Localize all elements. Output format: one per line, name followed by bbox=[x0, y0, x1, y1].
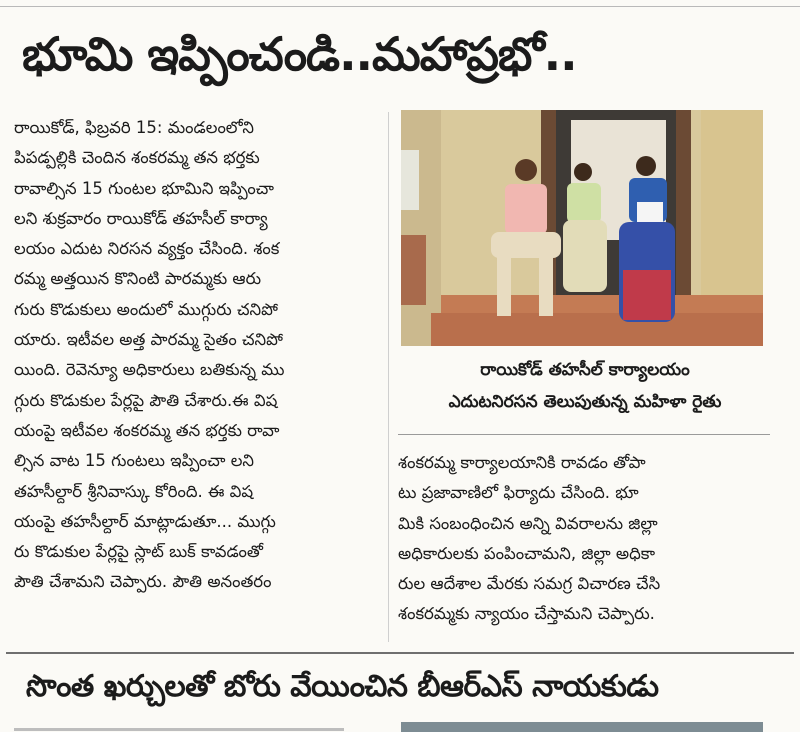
article-line: యారు. ఇటీవల అత్త పారమ్మ సైతం చనిపో bbox=[14, 330, 283, 350]
caption-divider bbox=[398, 434, 770, 435]
article-line: లయం ఎదుట నిరసన వ్యక్తం చేసింది. శంక bbox=[14, 239, 280, 259]
column-divider bbox=[388, 112, 389, 642]
article-line: రాయికోడ్, ఫిబ్రవరి 15: మండలంలోని bbox=[14, 118, 254, 137]
photo-caption bbox=[400, 354, 770, 418]
article-line: పిపడ్పల్లికి చెందిన శంకరమ్మ తన భర్తకు bbox=[14, 148, 260, 168]
article-line: పౌతి చేశామని చెప్పారు. పౌతి అనంతరం bbox=[14, 572, 272, 592]
next-article-headline: సొంత ఖర్చులతో బోరు వేయించిన బీఆర్ఎస్ నాయకుడు bbox=[26, 669, 659, 704]
article-line: టు ప్రజావాణిలో ఫిర్యాదు చేసింది. భూ bbox=[398, 483, 639, 503]
next-article-text-fragment bbox=[14, 722, 374, 732]
article-line: ల్సిన వాట 15 గుంటలు ఇప్పించా లని bbox=[14, 451, 254, 471]
article-left-column bbox=[14, 113, 382, 598]
article-line: యింది. రెవెన్యూ అధికారులు బతికున్న ము bbox=[14, 360, 285, 380]
caption-line: రాయికోడ్ తహసీల్ కార్యాలయం bbox=[480, 360, 690, 380]
article-line: గురు కొడుకులు అందులో ముగ్గురు చనిపో bbox=[14, 299, 278, 319]
top-rule bbox=[0, 6, 800, 7]
article-line: గ్గురు కొడుకుల పేర్లపై పౌతి చేశారు.ఈ విష bbox=[14, 390, 278, 410]
article-line: తహసీల్దార్ శ్రీనివాస్కు కోరింది. ఈ విష bbox=[14, 481, 254, 501]
headline: భూమి ఇప్పించండి..మహాప్రభో.. bbox=[22, 27, 577, 81]
article-line: శంకరమ్మ కార్యాలయానికి రావడం తోపా bbox=[398, 453, 646, 472]
article-line: రు కొడుకుల పేర్లపై స్లాట్ బుక్ కావడంతో bbox=[14, 542, 263, 562]
article-line: అధికారులకు పంపించామని, జిల్లా అధికా bbox=[398, 543, 656, 563]
article-line: రమ్మ అత్తయిన కొనింటి పారమ్మకు ఆరు bbox=[14, 269, 262, 289]
article-line: లని శుక్రవారం రాయికోడ్ తహసీల్ కార్యా bbox=[14, 208, 268, 228]
section-divider bbox=[6, 652, 794, 654]
caption-line: ఎదుటనిరసన తెలుపుతున్న మహిళా రైతు bbox=[448, 392, 722, 412]
next-article-photo-fragment bbox=[401, 722, 763, 732]
article-line: మికి సంబంధించిన అన్ని వివరాలను జిల్లా bbox=[398, 513, 658, 533]
article-line: రావాల్సిన 15 గుంటల భూమిని ఇప్పించా bbox=[14, 178, 274, 198]
article-line: యంపై తహసీల్దార్ మాట్లాడుతూ... ముగ్గు bbox=[14, 511, 276, 531]
article-right-column bbox=[398, 448, 770, 630]
article-line: శంకరమ్మకు న్యాయం చేస్తామని చెప్పారు. bbox=[398, 604, 655, 624]
news-photo bbox=[401, 110, 763, 346]
article-line: రుల ఆదేశాల మేరకు సమగ్ర విచారణ చేసి bbox=[398, 574, 661, 594]
photo-illustration bbox=[401, 110, 763, 346]
article-line: యంపై ఇటీవల శంకరమ్మ తన భర్తకు రావా bbox=[14, 420, 280, 440]
